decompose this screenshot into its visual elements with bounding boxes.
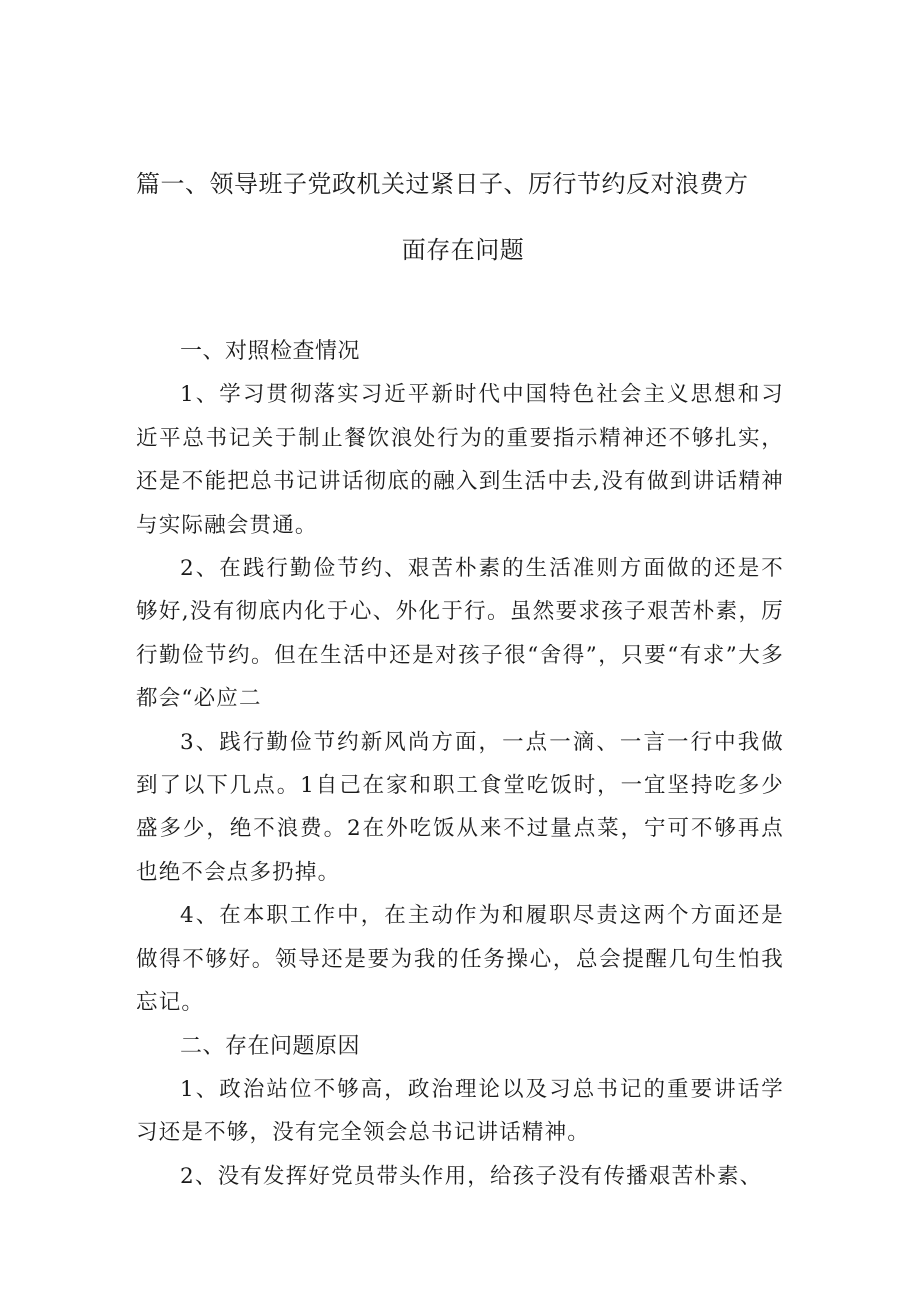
paragraph: 1、政治站位不够高，政治理论以及习总书记的重要讲话学习还是不够，没有完全领会总书记讲话精神。 bbox=[136, 1076, 784, 1146]
paragraph: 2、在践行勤俭节约、艰苦朴素的生活准则方面做的还是不够好,没有彻底内化于心、外化于行。虽然要求孩子艰苦朴素，厉行勤俭节约。但在生活中还是对孩子很“舍得”，只要“有求”大多都会“必应二 bbox=[136, 556, 784, 712]
document-title-line-2: 面存在问题 bbox=[401, 236, 525, 264]
paragraph: 1、学习贯彻落实习近平新时代中国特色社会主义思想和习近平总书记关于制止餐饮浪处行为的重要指示精神还不够扎实，还是不能把总书记讲话彻底的融入到生活中去,没有做到讲话精神与实际融会贯通。 bbox=[136, 382, 784, 538]
document-body bbox=[136, 330, 784, 1198]
paragraph: 3、践行勤俭节约新风尚方面，一点一滴、一言一行中我做到了以下几点。1自己在家和职工食堂吃饭时，一宜坚持吃多少盛多少，绝不浪费。2在外吃饭从来不过量点菜，宁可不够再点也绝不会点多扔掉。 bbox=[136, 729, 784, 885]
paragraph: 2、没有发挥好党员带头作用，给孩子没有传播艰苦朴素、 bbox=[180, 1163, 763, 1189]
document-title-line-1: 篇一、领导班子党政机关过紧日子、厉行节约反对浪费方 bbox=[136, 170, 749, 198]
section-heading-2: 二、存在问题原因 bbox=[180, 1033, 361, 1059]
section-heading-1: 一、对照检查情况 bbox=[180, 339, 361, 364]
paragraph: 4、在本职工作中，在主动作为和履职尽责这两个方面还是做得不够好。领导还是要为我的任务操心，总会提醒几句生怕我忘记。 bbox=[136, 903, 784, 1016]
